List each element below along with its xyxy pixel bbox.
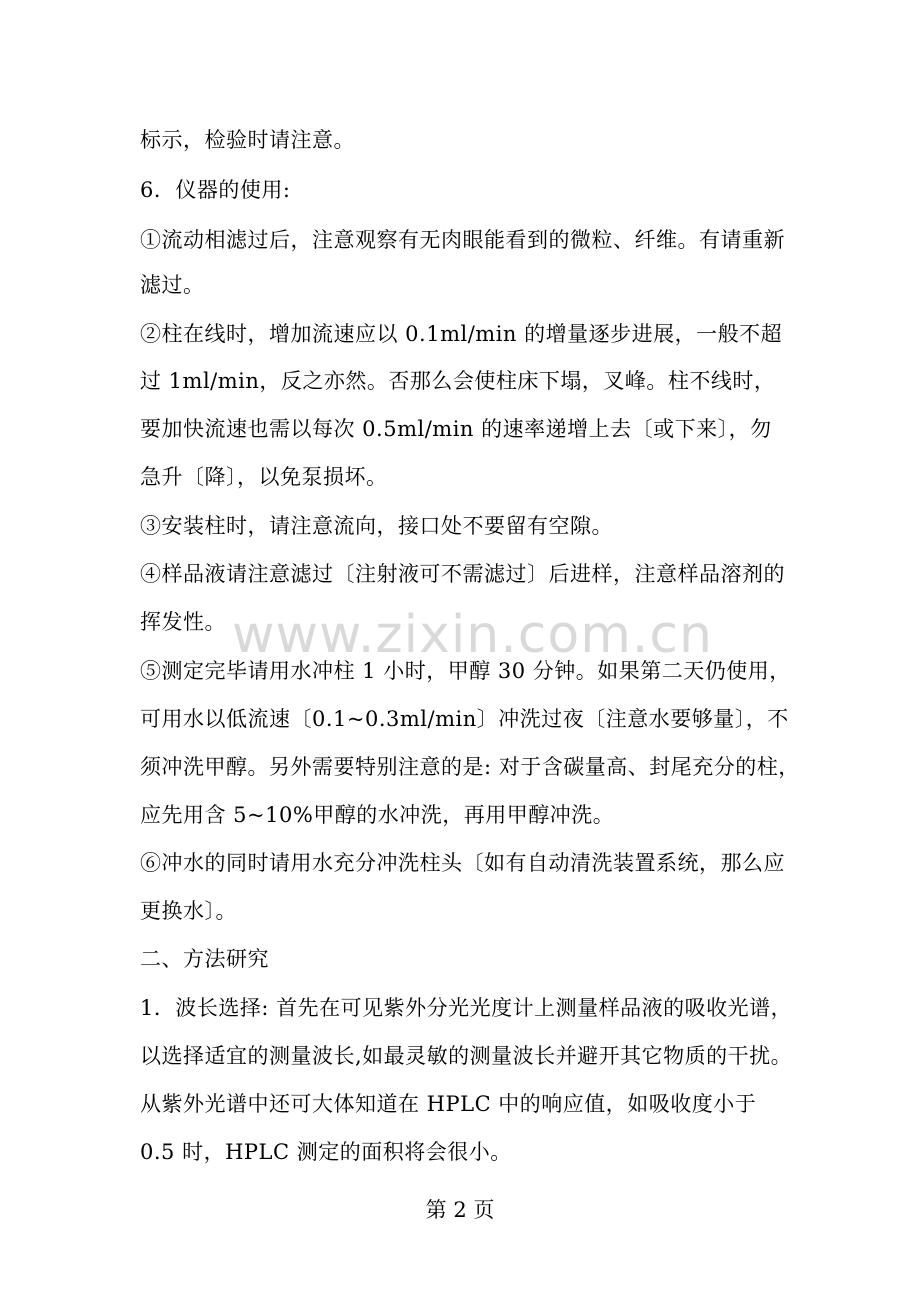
page-number: 第 2 页 bbox=[425, 1198, 495, 1222]
text-line: 6．仪器的使用: bbox=[140, 178, 291, 202]
text-line: 可用水以低流速〔0.1~0.3ml/min〕冲洗过夜〔注意水要够量〕，不 bbox=[140, 707, 789, 731]
text-line: ③安装柱时，请注意流向，接口处不要留有空隙。 bbox=[140, 514, 613, 538]
text-line: 要加快流速也需以每次 0.5ml/min 的速率递增上去〔或下来〕，勿 bbox=[140, 417, 772, 441]
text-line: ④样品液请注意滤过〔注射液可不需滤过〕后进样，注意样品溶剂的 bbox=[140, 562, 785, 586]
text-line: 0.5 时，HPLC 测定的面积将会很小。 bbox=[140, 1140, 512, 1164]
text-line: ⑥冲水的同时请用水充分冲洗柱头〔如有自动清洗装置系统，那么应 bbox=[140, 851, 785, 875]
text-line: 须冲洗甲醇。另外需要特别注意的是: 对于含碳量高、封尾充分的柱， bbox=[140, 755, 800, 779]
watermark: www.zixin.com.cn bbox=[232, 605, 713, 665]
text-line: 滤过。 bbox=[140, 273, 205, 297]
text-line: 从紫外光谱中还可大体知道在 HPLC 中的响应值，如吸收度小于 bbox=[140, 1092, 757, 1116]
text-line: ②柱在线时，增加流速应以 0.1ml/min 的增量逐步进展，一般不超 bbox=[140, 322, 783, 346]
text-line: ⑤测定完毕请用水冲柱 1 小时，甲醇 30 分钟。如果第二天仍使用， bbox=[140, 659, 791, 683]
text-line: ①流动相滤过后，注意观察有无肉眼能看到的微粒、纤维。有请重新 bbox=[140, 228, 785, 252]
text-line: 1．波长选择: 首先在可见紫外分光光度计上测量样品液的吸收光谱， bbox=[140, 996, 793, 1020]
text-line: 标示，检验时请注意。 bbox=[140, 128, 355, 152]
text-line: 过 1ml/min，反之亦然。否那么会使柱床下塌，叉峰。柱不线时， bbox=[140, 369, 776, 393]
text-line: 更换水〕。 bbox=[140, 899, 237, 923]
text-line: 以选择适宜的测量波长,如最灵敏的测量波长并避开其它物质的干扰。 bbox=[140, 1044, 793, 1068]
text-line: 挥发性。 bbox=[140, 610, 226, 634]
text-line: 急升〔降〕，以免泵损坏。 bbox=[140, 465, 388, 489]
text-line: 应先用含 5~10%甲醇的水冲洗，再用甲醇冲洗。 bbox=[140, 803, 615, 827]
section-heading: 二、方法研究 bbox=[140, 947, 269, 971]
